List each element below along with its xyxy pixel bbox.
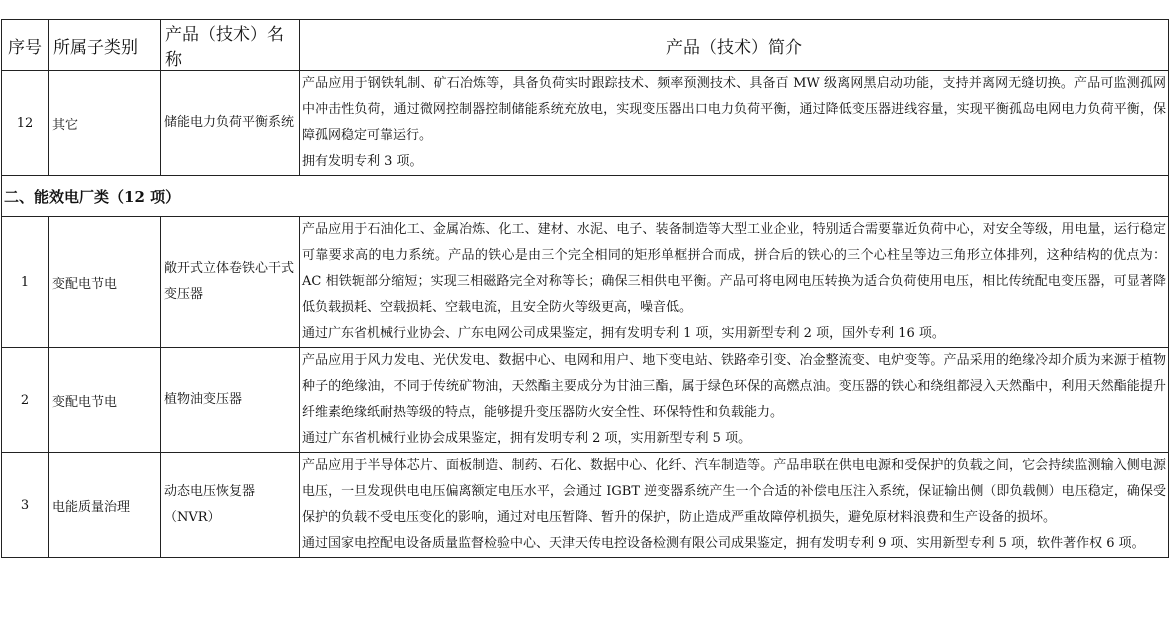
description-paragraph: 产品应用于石油化工、金属冶炼、化工、建材、水泥、电子、装备制造等大型工业企业，特别适合需要靠近负荷中心，对安全等级，用电量，运行稳定可靠要求高的电力系统。产品的铁心是由三个完全相同的矩形单框拼合而成，拼合后的铁心的三个心柱呈等边三角形立体排列，这种结构的优点为：AC 相铁轭部分缩短；实现三相磁路完全对称等长；确保三相供电平衡。产品可将电网电压转换为适合负荷使用电压，相比传统配电变压器，可显著降低负载损耗、空载损耗、空载电流，且安全防火等级更高，噪音低。 <box>302 222 1166 315</box>
header-description: 产品（技术）简介 <box>300 20 1169 71</box>
table-row <box>2 71 1169 176</box>
row-description <box>300 71 1169 176</box>
description-paragraph: 产品应用于钢铁轧制、矿石冶炼等，具备负荷实时跟踪技术、频率预测技术、具备百 MW 级离网黑启动功能，支持并离网无缝切换。产品可监测孤网中冲击性负荷，通过微网控制器控制储能系统充放电，实现变压器出口电力负荷平衡，通过降低变压器进线容量，实现平衡孤岛电网电力负荷平衡，保障孤网稳定可靠运行。 <box>302 76 1166 143</box>
row-description <box>300 217 1169 348</box>
row-description <box>300 348 1169 453</box>
row-index: 3 <box>2 453 49 558</box>
row-name: 植物油变压器 <box>161 348 300 453</box>
header-row <box>2 20 1169 71</box>
row-index: 2 <box>2 348 49 453</box>
description-paragraph: 通过国家电控配电设备质量监督检验中心、天津天传电控设备检测有限公司成果鉴定，拥有发明专利 9 项、实用新型专利 5 项，软件著作权 6 项。 <box>302 536 1145 551</box>
header-index: 序号 <box>2 20 49 71</box>
row-name: 动态电压恢复器（NVR） <box>161 453 300 558</box>
description-paragraph: 产品应用于半导体芯片、面板制造、制药、石化、数据中心、化纤、汽车制造等。产品串联在供电电源和受保护的负载之间，它会持续监测输入侧电源电压，一旦发现供电电压偏离额定电压水平，会通过 IGBT 逆变器系统产生一个合适的补偿电压注入系统，保证输出侧（即负载侧）电压稳定，确保受保护的负载不受电压变化的影响，通过对电压暂降、暂升的保护，防止造成严重故障停机损失，避免原材料浪费和生产设备的损坏。 <box>302 458 1166 525</box>
product-table <box>1 19 1169 558</box>
row-category: 其它 <box>49 71 161 176</box>
row-description <box>300 453 1169 558</box>
section-title: 二、能效电厂类（12 项） <box>2 176 1169 217</box>
section-row <box>2 176 1169 217</box>
table-row <box>2 217 1169 348</box>
header-category: 所属子类别 <box>49 20 161 71</box>
row-category: 变配电节电 <box>49 348 161 453</box>
row-category: 电能质量治理 <box>49 453 161 558</box>
row-index: 12 <box>2 71 49 176</box>
description-paragraph: 通过广东省机械行业协会、广东电网公司成果鉴定，拥有发明专利 1 项，实用新型专利 2 项，国外专利 16 项。 <box>302 326 945 341</box>
row-category: 变配电节电 <box>49 217 161 348</box>
header-name: 产品（技术）名称 <box>161 20 300 71</box>
table-row <box>2 348 1169 453</box>
table-row <box>2 453 1169 558</box>
row-name: 储能电力负荷平衡系统 <box>161 71 300 176</box>
row-index: 1 <box>2 217 49 348</box>
description-paragraph: 通过广东省机械行业协会成果鉴定，拥有发明专利 2 项，实用新型专利 5 项。 <box>302 431 752 446</box>
description-paragraph: 产品应用于风力发电、光伏发电、数据中心、电网和用户、地下变电站、铁路牵引变、冶金整流变、电炉变等。产品采用的绝缘冷却介质为来源于植物种子的绝缘油，不同于传统矿物油，天然酯主要成分为甘油三酯，属于绿色环保的高燃点油。变压器的铁心和绕组都浸入天然酯中，利用天然酯能提升纤维素绝缘纸耐热等级的特点，能够提升变压器防火安全性、环保特性和负载能力。 <box>302 353 1166 420</box>
description-paragraph: 拥有发明专利 3 项。 <box>302 154 423 169</box>
row-name: 敞开式立体卷铁心干式变压器 <box>161 217 300 348</box>
